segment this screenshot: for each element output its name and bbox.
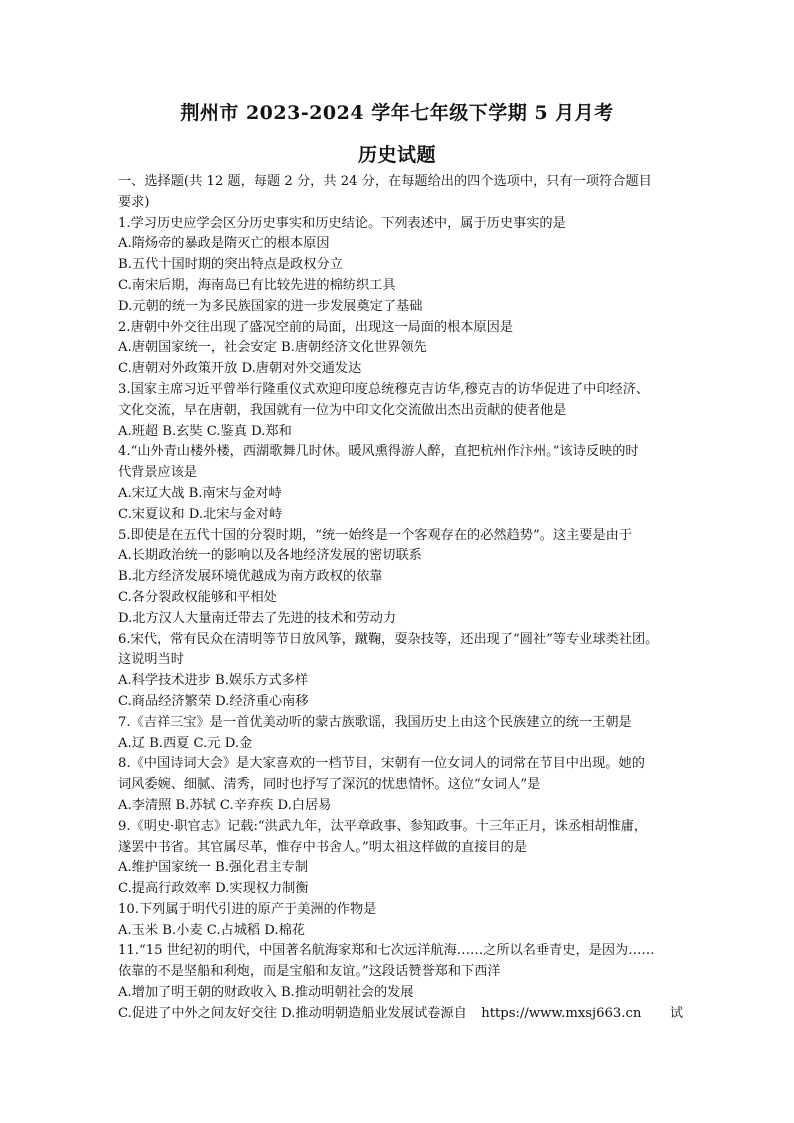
text-line: 9.《明史·职官志》记载:“洪武九年，汰平章政事、参知政事。十三年正月，诛丞相胡惟庸，: [118, 818, 648, 834]
footer-line: [118, 1004, 683, 1025]
footer-tail: 试: [669, 1005, 683, 1021]
text-line: D.北方汉人大量南迁带去了先进的技术和劳动力: [118, 610, 397, 626]
exam-subtitle: 历史试题: [357, 144, 436, 166]
text-line: C.商品经济繁荣 D.经济重心南移: [118, 693, 309, 709]
text-line: C.提高行政效率 D.实现权力制衡: [118, 881, 309, 897]
text-line: 2.唐朝中外交往出现了盛况空前的局面，出现这一局面的根本原因是: [118, 319, 514, 335]
text-line: A.隋炀帝的暴政是隋灭亡的根本原因: [118, 236, 330, 252]
text-line: 词风委婉、细腻、清秀，同时也抒写了深沉的忧患情怀。这位“女词人”是: [118, 777, 541, 793]
text-line: D.元朝的统一为多民族国家的进一步发展奠定了基础: [118, 298, 423, 314]
text-line: 代背景应该是: [118, 465, 198, 481]
question-body: [118, 172, 683, 1025]
text-line: 3.国家主席习近平曾举行隆重仪式欢迎印度总统穆克吉访华,穆克吉的访华促进了中印经济、: [118, 381, 650, 397]
text-line: A.科学技术进步 B.娱乐方式多样: [118, 673, 309, 689]
text-line: A.增加了明王朝的财政收入 B.推动明朝社会的发展: [118, 985, 414, 1001]
text-line: B.北方经济发展环境优越成为南方政权的依靠: [118, 569, 383, 585]
text-line: C.唐朝对外政策开放 D.唐朝对外交通发达: [118, 361, 362, 377]
text-line: A.宋辽大战 B.南宋与金对峙: [118, 485, 282, 501]
text-line: A.李清照 B.苏轼 C.辛弃疾 D.白居易: [118, 797, 332, 813]
text-line: 10.下列属于明代引进的原产于美洲的作物是: [118, 901, 377, 917]
text-line: C.宋夏议和 D.北宋与金对峙: [118, 506, 283, 522]
text-line: 这说明当时: [118, 652, 184, 668]
exam-title: 荆州市 2023-2024 学年七年级下学期 5 月月考: [180, 102, 614, 124]
text-line: A.唐朝国家统一，社会安定 B.唐朝经济文化世界领先: [118, 340, 427, 356]
text-line: 1.学习历史应学会区分历史事实和历史结论。下列表述中，属于历史事实的是: [118, 215, 566, 231]
source-url[interactable]: https://www.mxsj663.cn: [481, 1005, 642, 1021]
text-line: 依靠的不是坚船和利炮，而是宝船和友谊。”这段话赞誉郑和下西洋: [118, 964, 501, 980]
text-line: 文化交流，早在唐朝，我国就有一位为中印文化交流做出杰出贡献的使者他是: [118, 402, 567, 418]
text-line: 8.《中国诗词大会》是大家喜欢的一档节目，宋朝有一位女词人的词常在节目中出现。她的: [118, 756, 645, 772]
text-line: A.辽 B.西夏 C.元 D.金: [118, 735, 253, 751]
text-line: 4.“山外青山楼外楼，西湖歌舞几时休。暖风熏得游人醉，直把杭州作汴州。”该诗反映的时: [118, 444, 639, 460]
text-line: 7.《吉祥三宝》是一首优美动听的蒙古族歌谣，我国历史上由这个民族建立的统一王朝是: [118, 714, 632, 730]
text-line: A.维护国家统一 B.强化君主专制: [118, 860, 309, 876]
text-line: C.南宋后期，海南岛已有比较先进的棉纺织工具: [118, 277, 396, 293]
text-line: 一、选择题(共 12 题，每题 2 分，共 24 分，在每题给出的四个选项中，只有一项符合题目: [118, 174, 652, 189]
text-line: A.玉米 B.小麦 C.占城稻 D.棉花: [118, 922, 305, 938]
text-line: 5.即使是在五代十国的分裂时期，“统一始终是一个客观存在的必然趋势”。这主要是由于: [118, 527, 632, 543]
text-line: 11.“15 世纪初的明代，中国著名航海家郑和七次远洋航海……之所以名垂青史，是因为……: [118, 943, 655, 959]
text-line: 遂罢中书省。其官属尽革，惟存中书舍人。”明太祖这样做的直接目的是: [118, 839, 527, 855]
text-line: 要求): [118, 194, 150, 210]
text-line: A.长期政治统一的影响以及各地经济发展的密切联系: [118, 548, 422, 564]
text-line: A.班超 B.玄奘 C.鉴真 D.郑和: [118, 423, 292, 439]
text-line: B.五代十国时期的突出特点是政权分立: [118, 257, 343, 273]
footer-text: C.促进了中外之间友好交往 D.推动明朝造船业发展试卷源自: [118, 1005, 467, 1021]
text-line: C.各分裂政权能够和平相处: [118, 589, 277, 605]
text-line: 6.宋代，常有民众在清明等节日放风筝，蹴鞠，耍杂技等，还出现了“圆社”等专业球类社团。: [118, 631, 659, 647]
